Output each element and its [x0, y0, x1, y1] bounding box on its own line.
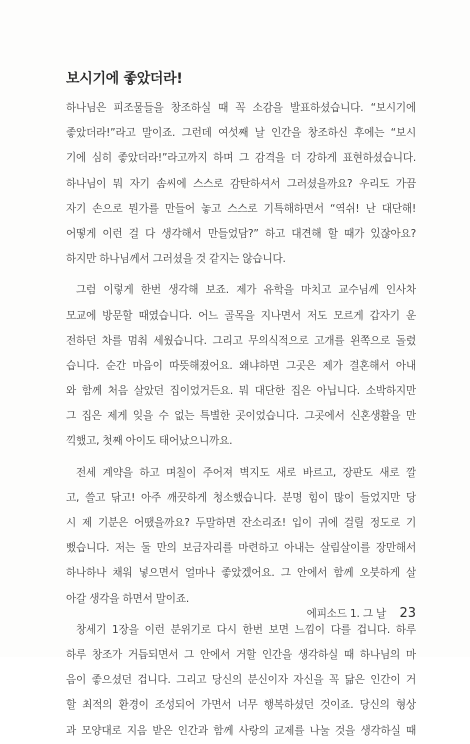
paragraph: [66, 278, 416, 454]
text-line: 창세기 1장을 이런 분위기로 다시 한번 보면 느낌이 다를 겁니다. 하루: [76, 623, 416, 636]
text-line: 자기 손으로 뭔가를 만들어 놓고 스스로 기특해하면서 “역쉬! 난 대단해!: [66, 202, 416, 215]
text-line: 음이 좋으셨던 겁니다. 그리고 당신의 분신이자 자신을 꼭 닮은 인간이 거: [66, 674, 416, 687]
text-line: 그럼 이렇게 한번 생각해 보죠. 제가 유학을 마치고 교수님께 인사차: [76, 284, 416, 297]
paragraph: [66, 618, 416, 744]
text-line: 할 최적의 환경이 조성되어 가면서 너무 행복하셨던 것이죠. 당신의 형상: [66, 699, 416, 712]
paragraph: [66, 96, 416, 272]
text-line: 하나님은 피조물들을 창조하실 때 꼭 소감을 발표하셨습니다. “보시기에: [66, 102, 416, 114]
text-line: 시 제 기분은 어땠을까요? 두말하면 잔소리죠! 입이 귀에 걸릴 정도로 기: [66, 517, 416, 529]
text-line: 그 집은 제게 잊을 수 없는 특별한 곳이었습니다. 그곳에서 신혼생활을 만: [66, 410, 416, 423]
text-line: 와 함께 처음 살았던 집이었거든요. 뭐 대단한 집은 아닙니다. 소박하지만: [66, 385, 416, 398]
text-line: 아갈 생각을 하면서 말이죠.: [66, 592, 190, 605]
text-line: 기에 심히 좋았더라!”라고까지 하며 그 감격을 더 강하게 표현하셨습니다.: [66, 152, 416, 165]
text-line: 습니다. 순간 마음이 따뜻해졌어요. 왜냐하면 그곳은 제가 결혼해서 아내: [66, 359, 416, 372]
page-footer: [307, 606, 416, 621]
page-number: 23: [399, 606, 416, 621]
text-line: 뻤습니다. 저는 둘 만의 보금자리를 마련하고 아내는 살림살이를 장만해서: [66, 542, 416, 555]
running-footer-chapter: 에피소드 1. 그 날: [306, 608, 387, 620]
paragraph: [66, 461, 416, 612]
text-line: 하나하나 채워 넣으면서 얼마나 좋았겠어요. 그 안에서 함께 오붓하게 살: [66, 567, 416, 580]
body-text: [66, 96, 416, 744]
text-line: 전하던 차를 멈춰 세웠습니다. 그리고 무의식적으로 고개를 왼쪽으로 돌렸: [66, 334, 416, 347]
text-line: 과 모양대로 지음 받은 인간과 함께 사랑의 교제를 나눌 것을 생각하실 때: [66, 724, 416, 737]
section-heading: 보시기에 좋았더라!: [66, 71, 183, 87]
text-line: 전세 계약을 하고 며칠이 주어져 벽지도 새로 바르고, 장판도 새로 깔: [76, 466, 416, 479]
text-line: 하루 창조가 거듭되면서 그 안에서 거할 인간을 생각하실 때 하나님의 마: [66, 648, 416, 661]
text-line: 어떻게 이런 걸 다 생각해서 만들었담?” 하고 대견해 할 때가 있잖아요?: [66, 227, 416, 240]
text-line: 끽했고, 첫째 아이도 태어났으니까요.: [66, 435, 233, 448]
text-line: 좋았더라!”라고 말이죠. 그런데 여섯째 날 인간을 창조하신 후에는 “보시: [66, 127, 416, 140]
text-line: 고, 쓸고 닦고! 아주 깨끗하게 청소했습니다. 분명 힘이 많이 들었지만 당: [66, 491, 416, 504]
text-line: 모교에 방문할 때였습니다. 어느 골목을 지나면서 저도 모르게 갑자기 운: [66, 309, 416, 322]
text-line: 하나님이 뭐 자기 솜씨에 스스로 감탄하셔서 그러셨을까요? 우리도 가끔: [66, 177, 416, 190]
text-line: 하지만 하나님께서 그러셨을 것 같지는 않습니다.: [66, 253, 286, 266]
